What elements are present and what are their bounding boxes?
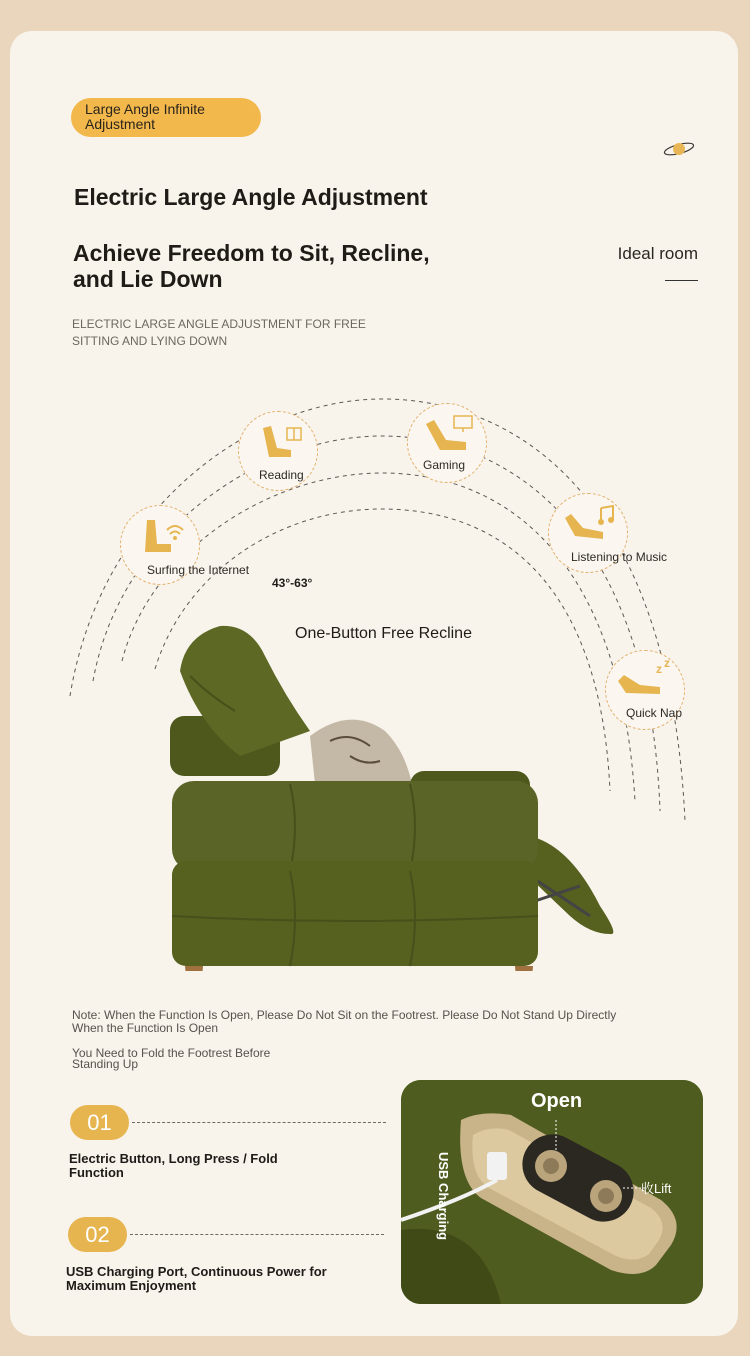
seat-music-icon — [561, 504, 619, 544]
fold-note: You Need to Fold the Footrest Before Standing Up — [72, 1046, 271, 1071]
mode-label: Surfing the Internet — [147, 563, 250, 577]
svg-text:z: z — [656, 662, 662, 676]
content-card — [10, 31, 738, 1336]
mode-label: Reading — [259, 468, 304, 482]
mode-gaming — [407, 403, 487, 483]
feature-number: 01 — [70, 1105, 129, 1140]
svg-text:z: z — [664, 659, 670, 670]
usb-label: USB Charging — [436, 1152, 451, 1241]
leader-line — [132, 1122, 386, 1123]
mode-label: Gaming — [423, 458, 466, 472]
control-panel-photo — [401, 1080, 703, 1304]
mode-label: Listening to Music — [571, 550, 668, 564]
seat-screen-icon — [422, 412, 474, 456]
safety-note: Note: When the Function Is Open, Please Do Not Sit on the Footrest. Please Do Not Stand Up Directly When the Function Is Open — [72, 1008, 617, 1035]
mode-surfing — [120, 505, 250, 585]
lift-label: 收Lift — [641, 1181, 672, 1196]
recline-label: One-Button Free Recline — [295, 625, 472, 642]
angle-range: 43°-63° — [272, 576, 313, 590]
seat-wifi-icon — [137, 514, 187, 560]
feature-text: USB Charging Port, Continuous Power for Maximum Enjoyment — [66, 1264, 327, 1293]
main-heading: Electric Large Angle Adjustment — [74, 184, 428, 210]
feature-number: 02 — [68, 1217, 127, 1252]
sub-heading: Achieve Freedom to Sit, Recline, and Lie Down — [73, 240, 430, 292]
open-label: Open — [531, 1090, 583, 1112]
feature-text: Electric Button, Long Press / Fold Function — [69, 1151, 278, 1180]
mode-label: Quick Nap — [626, 706, 683, 720]
mode-music — [548, 493, 668, 573]
mode-reading — [238, 411, 318, 491]
ideal-room-label: Ideal room — [617, 244, 698, 263]
seat-book-icon — [257, 422, 303, 462]
leader-line — [130, 1234, 384, 1235]
feature-tag: Large Angle Infinite Adjustment — [71, 98, 261, 137]
recliner-sofa-image — [150, 616, 630, 971]
description: ELECTRIC LARGE ANGLE ADJUSTMENT FOR FREE SITTING AND LYING DOWN — [72, 317, 366, 348]
